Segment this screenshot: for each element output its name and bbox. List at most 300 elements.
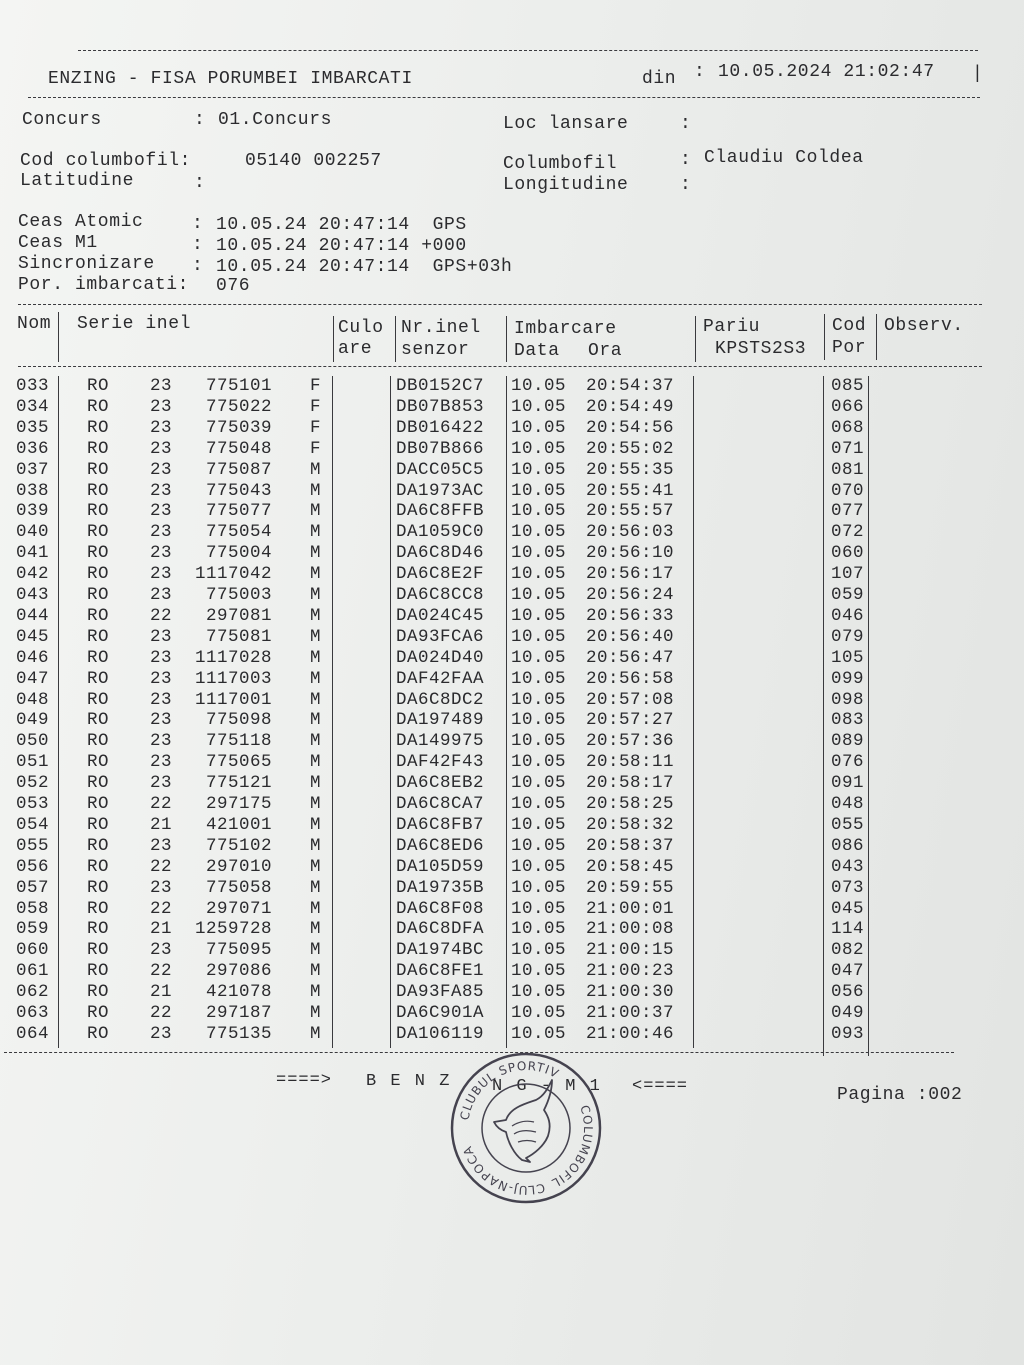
- row-ora: 20:58:25: [586, 794, 675, 814]
- row-senzor: DB016422: [396, 417, 485, 438]
- table-row: [0, 648, 1024, 669]
- row-data: 10.05: [511, 438, 567, 459]
- row-nr-inel: 775087: [205, 459, 272, 480]
- row-nom: 037: [16, 459, 50, 480]
- row-tara: RO: [87, 626, 110, 647]
- col-header-data: Data: [514, 341, 560, 361]
- row-an: 23: [150, 396, 173, 417]
- col-header-cod-2: Por: [832, 338, 867, 358]
- row-senzor: DA1974BC: [396, 940, 485, 961]
- row-tara: RO: [87, 961, 110, 982]
- row-nr-inel: 297187: [205, 1003, 272, 1023]
- row-tara: RO: [87, 480, 110, 501]
- row-an: 21: [150, 919, 173, 940]
- row-data: 10.05: [511, 543, 567, 564]
- row-tara: RO: [87, 794, 110, 814]
- row-an: 23: [150, 417, 173, 438]
- row-data: 10.05: [511, 940, 567, 961]
- row-senzor: DA106119: [396, 1023, 485, 1044]
- row-nr-inel: 1117028: [194, 647, 272, 668]
- row-nom: 041: [16, 543, 50, 564]
- row-cod-por: 082: [831, 940, 865, 961]
- row-data: 10.05: [511, 773, 567, 794]
- cod-columbofil-value: 05140 002257: [245, 151, 382, 171]
- table-row: [0, 460, 1024, 481]
- row-ora: 21:00:23: [586, 961, 675, 982]
- row-sex: F: [310, 376, 322, 396]
- row-ora: 20:58:45: [586, 856, 675, 877]
- row-ora: 20:57:36: [586, 731, 675, 752]
- cod-columbofil-label: Cod columbofil:: [20, 151, 192, 171]
- row-sex: M: [310, 961, 322, 982]
- row-senzor: DA6C8ED6: [396, 835, 485, 856]
- row-tara: RO: [87, 501, 110, 522]
- table-row: [0, 669, 1024, 690]
- row-data: 10.05: [511, 731, 567, 752]
- row-senzor: DA197489: [396, 710, 485, 731]
- ceas-m1-label: Ceas M1: [18, 233, 98, 253]
- col-header-nrinel-1: Nr.inel: [401, 318, 481, 338]
- stamp-text-right: CLUJ-NAPOCA: [460, 1143, 547, 1198]
- row-nr-inel: 775102: [205, 835, 272, 856]
- row-sex: M: [310, 626, 322, 647]
- table-row: [0, 773, 1024, 794]
- concurs-label: Concurs: [22, 110, 102, 130]
- date-label: din: [642, 69, 677, 89]
- table-row: [0, 899, 1024, 920]
- row-senzor: DA6C8FE1: [396, 961, 485, 982]
- col-divider-serie: [333, 316, 334, 362]
- row-sex: F: [310, 396, 322, 417]
- row-tara: RO: [87, 773, 110, 794]
- row-nom: 055: [16, 835, 50, 856]
- table-row: [0, 815, 1024, 836]
- row-nr-inel: 775003: [205, 585, 272, 605]
- row-nr-inel: 775065: [205, 752, 272, 773]
- row-nom: 064: [16, 1023, 50, 1044]
- col-header-pariu-2: KPSTS2S3: [715, 339, 807, 359]
- col-header-observ: Observ.: [884, 316, 964, 336]
- row-nom: 036: [16, 438, 50, 459]
- row-nr-inel: 775098: [205, 710, 272, 731]
- col-header-cod-1: Cod: [832, 316, 867, 336]
- row-ora: 20:56:40: [586, 626, 675, 647]
- row-nom: 048: [16, 689, 50, 710]
- row-nom: 057: [16, 877, 50, 898]
- row-an: 22: [150, 856, 173, 877]
- row-cod-por: 099: [831, 668, 865, 689]
- row-nom: 052: [16, 773, 50, 794]
- col-header-culo-2: are: [338, 339, 373, 359]
- row-cod-por: 060: [831, 543, 865, 564]
- row-nom: 043: [16, 585, 50, 605]
- row-ora: 21:00:46: [586, 1023, 675, 1044]
- row-nr-inel: 775118: [205, 731, 272, 752]
- row-tara: RO: [87, 731, 110, 752]
- row-sex: M: [310, 752, 322, 773]
- row-sex: M: [310, 794, 322, 814]
- svg-text:CLUJ-NAPOCA: [460, 1144, 546, 1198]
- row-nr-inel: 775058: [205, 877, 272, 898]
- table-top-rule: [18, 304, 982, 305]
- row-nr-inel: 297071: [205, 898, 272, 919]
- row-an: 22: [150, 605, 173, 626]
- row-ora: 20:55:35: [586, 459, 675, 480]
- row-cod-por: 085: [831, 376, 865, 396]
- row-sex: M: [310, 647, 322, 668]
- row-cod-por: 091: [831, 773, 865, 794]
- row-senzor: DACC05C5: [396, 459, 485, 480]
- row-tara: RO: [87, 376, 110, 396]
- row-senzor: DA6C8D46: [396, 543, 485, 564]
- table-row: [0, 794, 1024, 815]
- row-sex: M: [310, 710, 322, 731]
- table-row: [0, 1003, 1024, 1024]
- row-ora: 20:57:27: [586, 710, 675, 731]
- row-ora: 21:00:15: [586, 940, 675, 961]
- row-nr-inel: 297081: [205, 605, 272, 626]
- row-an: 23: [150, 940, 173, 961]
- stamp-text-top: COLUMBOFIL: [548, 1103, 596, 1191]
- row-nom: 058: [16, 898, 50, 919]
- row-nr-inel: 775135: [205, 1023, 272, 1044]
- table-row: [0, 397, 1024, 418]
- row-senzor: DB0152C7: [396, 376, 485, 396]
- row-data: 10.05: [511, 605, 567, 626]
- row-sex: M: [310, 856, 322, 877]
- row-ora: 20:54:56: [586, 417, 675, 438]
- row-ora: 20:56:24: [586, 585, 675, 605]
- col-header-imbarcare: Imbarcare: [514, 319, 617, 339]
- col-divider-culo: [395, 316, 396, 362]
- table-row: [0, 836, 1024, 857]
- table-row: [0, 418, 1024, 439]
- row-cod-por: 055: [831, 814, 865, 835]
- row-cod-por: 048: [831, 794, 865, 814]
- row-data: 10.05: [511, 1003, 567, 1023]
- row-tara: RO: [87, 835, 110, 856]
- row-nr-inel: 421078: [205, 982, 272, 1003]
- columbofil-value: Claudiu Coldea: [704, 148, 864, 168]
- row-nr-inel: 775121: [205, 773, 272, 794]
- row-tara: RO: [87, 396, 110, 417]
- row-nom: 033: [16, 376, 50, 396]
- row-cod-por: 093: [831, 1023, 865, 1044]
- row-ora: 20:55:57: [586, 501, 675, 522]
- row-nr-inel: 775054: [205, 522, 272, 543]
- row-data: 10.05: [511, 480, 567, 501]
- footer-program: B E N Z: [366, 1072, 452, 1091]
- print-date: 10.05.2024 21:02:47: [718, 62, 935, 82]
- row-senzor: DA105D59: [396, 856, 485, 877]
- table-row: [0, 1024, 1024, 1045]
- row-an: 23: [150, 710, 173, 731]
- row-ora: 20:56:47: [586, 647, 675, 668]
- sincronizare-value: 10.05.24 20:47:14 GPS+03h: [216, 257, 513, 277]
- longitudine-label: Longitudine: [503, 175, 629, 195]
- row-senzor: DA93FA85: [396, 982, 485, 1003]
- row-an: 23: [150, 877, 173, 898]
- row-nr-inel: 775048: [205, 438, 272, 459]
- header-bottom-rule: [28, 97, 980, 98]
- row-tara: RO: [87, 877, 110, 898]
- row-nom: 056: [16, 856, 50, 877]
- row-cod-por: 086: [831, 835, 865, 856]
- row-nom: 042: [16, 564, 50, 585]
- row-senzor: DA1059C0: [396, 522, 485, 543]
- footer-program-tail: N G - M 1: [492, 1077, 602, 1096]
- document-title: ENZING - FISA PORUMBEI IMBARCATI: [48, 69, 413, 89]
- row-an: 23: [150, 564, 173, 585]
- ceas-atomic-value: 10.05.24 20:47:14 GPS: [216, 215, 467, 235]
- table-row: [0, 940, 1024, 961]
- row-cod-por: 071: [831, 438, 865, 459]
- row-sex: M: [310, 585, 322, 605]
- row-sex: F: [310, 438, 322, 459]
- row-data: 10.05: [511, 752, 567, 773]
- row-nom: 051: [16, 752, 50, 773]
- row-ora: 20:56:17: [586, 564, 675, 585]
- table-row: [0, 857, 1024, 878]
- col-divider-imbarcare: [695, 316, 696, 362]
- sincronizare-label: Sincronizare: [18, 254, 155, 274]
- row-tara: RO: [87, 605, 110, 626]
- table-row: [0, 522, 1024, 543]
- row-ora: 20:55:02: [586, 438, 675, 459]
- header-top-rule: [78, 50, 978, 51]
- row-ora: 20:55:41: [586, 480, 675, 501]
- row-nom: 059: [16, 919, 50, 940]
- row-sex: M: [310, 877, 322, 898]
- row-sex: M: [310, 1023, 322, 1044]
- page-number: Pagina :002: [837, 1085, 963, 1105]
- row-sex: M: [310, 1003, 322, 1023]
- row-sex: M: [310, 814, 322, 835]
- row-nr-inel: 775095: [205, 940, 272, 961]
- row-data: 10.05: [511, 1023, 567, 1044]
- row-cod-por: 077: [831, 501, 865, 522]
- row-data: 10.05: [511, 626, 567, 647]
- row-data: 10.05: [511, 794, 567, 814]
- row-cod-por: 081: [831, 459, 865, 480]
- latitudine-colon: :: [194, 173, 206, 193]
- row-senzor: DA1973AC: [396, 480, 485, 501]
- row-ora: 21:00:30: [586, 982, 675, 1003]
- row-ora: 20:56:58: [586, 668, 675, 689]
- row-data: 10.05: [511, 459, 567, 480]
- row-cod-por: 072: [831, 522, 865, 543]
- table-row: [0, 439, 1024, 460]
- row-cod-por: 079: [831, 626, 865, 647]
- row-tara: RO: [87, 919, 110, 940]
- row-tara: RO: [87, 585, 110, 605]
- row-an: 23: [150, 459, 173, 480]
- row-nr-inel: 1117001: [194, 689, 272, 710]
- row-tara: RO: [87, 710, 110, 731]
- col-header-pariu-1: Pariu: [703, 317, 761, 337]
- row-sex: M: [310, 940, 322, 961]
- row-senzor: DA93FCA6: [396, 626, 485, 647]
- columbofil-label: Columbofil: [503, 154, 618, 174]
- row-senzor: DA6C8DC2: [396, 689, 485, 710]
- row-nom: 040: [16, 522, 50, 543]
- row-nom: 063: [16, 1003, 50, 1023]
- row-tara: RO: [87, 564, 110, 585]
- row-sex: M: [310, 501, 322, 522]
- row-data: 10.05: [511, 668, 567, 689]
- row-cod-por: 083: [831, 710, 865, 731]
- footer-arrow-right: <====: [632, 1077, 689, 1096]
- col-header-nrinel-2: senzor: [401, 340, 470, 360]
- row-data: 10.05: [511, 919, 567, 940]
- table-row: [0, 961, 1024, 982]
- row-cod-por: 114: [831, 919, 865, 940]
- row-cod-por: 070: [831, 480, 865, 501]
- svg-text:COLUMBOFIL: [549, 1103, 595, 1190]
- col-header-ora: Ora: [588, 341, 623, 361]
- row-an: 21: [150, 982, 173, 1003]
- row-sex: M: [310, 773, 322, 794]
- row-data: 10.05: [511, 689, 567, 710]
- row-senzor: DA024C45: [396, 605, 485, 626]
- stamp-text-bottom: CLUBUL SPORTIV: [457, 1058, 562, 1122]
- row-tara: RO: [87, 814, 110, 835]
- row-nom: 047: [16, 668, 50, 689]
- col-divider-senzor: [506, 316, 507, 362]
- row-an: 23: [150, 773, 173, 794]
- row-data: 10.05: [511, 877, 567, 898]
- row-cod-por: 066: [831, 396, 865, 417]
- row-cod-por: 098: [831, 689, 865, 710]
- row-senzor: DA6C8FB7: [396, 814, 485, 835]
- row-tara: RO: [87, 982, 110, 1003]
- row-nom: 053: [16, 794, 50, 814]
- row-nom: 034: [16, 396, 50, 417]
- row-ora: 20:56:10: [586, 543, 675, 564]
- col-divider-cod: [876, 314, 877, 360]
- imbarcati-label: Por. imbarcati:: [18, 275, 190, 295]
- row-sex: M: [310, 564, 322, 585]
- row-an: 23: [150, 731, 173, 752]
- table-row: [0, 501, 1024, 522]
- row-data: 10.05: [511, 647, 567, 668]
- row-cod-por: 049: [831, 1003, 865, 1023]
- row-nr-inel: 775101: [205, 376, 272, 396]
- col-header-culo-1: Culo: [338, 318, 384, 338]
- ceas-atomic-label: Ceas Atomic: [18, 212, 144, 232]
- row-tara: RO: [87, 689, 110, 710]
- row-ora: 20:56:33: [586, 605, 675, 626]
- row-an: 23: [150, 585, 173, 605]
- row-sex: M: [310, 835, 322, 856]
- table-row: [0, 627, 1024, 648]
- row-tara: RO: [87, 940, 110, 961]
- row-tara: RO: [87, 459, 110, 480]
- row-tara: RO: [87, 856, 110, 877]
- row-cod-por: 046: [831, 605, 865, 626]
- row-ora: 20:58:37: [586, 835, 675, 856]
- row-tara: RO: [87, 522, 110, 543]
- ceas-atomic-colon: :: [192, 214, 204, 234]
- row-ora: 20:59:55: [586, 877, 675, 898]
- row-sex: M: [310, 919, 322, 940]
- row-nom: 039: [16, 501, 50, 522]
- row-an: 23: [150, 522, 173, 543]
- row-senzor: DA6C8DFA: [396, 919, 485, 940]
- row-ora: 20:58:32: [586, 814, 675, 835]
- row-nr-inel: 297086: [205, 961, 272, 982]
- row-nom: 050: [16, 731, 50, 752]
- row-nr-inel: 421001: [205, 814, 272, 835]
- row-an: 23: [150, 835, 173, 856]
- row-data: 10.05: [511, 961, 567, 982]
- row-an: 22: [150, 961, 173, 982]
- row-an: 23: [150, 480, 173, 501]
- table-row: [0, 690, 1024, 711]
- row-data: 10.05: [511, 564, 567, 585]
- row-cod-por: 073: [831, 877, 865, 898]
- row-cod-por: 107: [831, 564, 865, 585]
- club-stamp: [448, 1050, 604, 1206]
- row-nr-inel: 1259728: [194, 919, 272, 940]
- row-sex: F: [310, 417, 322, 438]
- row-nom: 049: [16, 710, 50, 731]
- row-data: 10.05: [511, 376, 567, 396]
- row-tara: RO: [87, 668, 110, 689]
- row-data: 10.05: [511, 585, 567, 605]
- row-ora: 21:00:37: [586, 1003, 675, 1023]
- concurs-colon: :: [194, 110, 206, 130]
- row-data: 10.05: [511, 982, 567, 1003]
- row-ora: 21:00:08: [586, 919, 675, 940]
- row-ora: 20:58:11: [586, 752, 675, 773]
- row-cod-por: 047: [831, 961, 865, 982]
- row-tara: RO: [87, 752, 110, 773]
- row-ora: 21:00:01: [586, 898, 675, 919]
- table-row: [0, 481, 1024, 502]
- date-colon: :: [694, 62, 717, 82]
- row-an: 23: [150, 689, 173, 710]
- col-header-serie: Serie inel: [77, 314, 192, 334]
- row-nr-inel: 1117042: [194, 564, 272, 585]
- imbarcati-value: 076: [216, 276, 251, 296]
- row-nom: 062: [16, 982, 50, 1003]
- row-sex: M: [310, 543, 322, 564]
- row-data: 10.05: [511, 814, 567, 835]
- row-nr-inel: 775077: [205, 501, 272, 522]
- table-row: [0, 606, 1024, 627]
- row-an: 23: [150, 668, 173, 689]
- row-ora: 20:54:37: [586, 376, 675, 396]
- row-nr-inel: 775022: [205, 396, 272, 417]
- row-ora: 20:54:49: [586, 396, 675, 417]
- row-senzor: DAF42F43: [396, 752, 485, 773]
- row-data: 10.05: [511, 835, 567, 856]
- row-sex: M: [310, 480, 322, 501]
- sincronizare-colon: :: [192, 256, 204, 276]
- table-row: [0, 376, 1024, 397]
- row-an: 21: [150, 814, 173, 835]
- table-header-rule: [18, 366, 982, 367]
- row-data: 10.05: [511, 710, 567, 731]
- row-ora: 20:56:03: [586, 522, 675, 543]
- row-nom: 044: [16, 605, 50, 626]
- row-nr-inel: 775081: [205, 626, 272, 647]
- row-ora: 20:57:08: [586, 689, 675, 710]
- row-cod-por: 056: [831, 982, 865, 1003]
- table-row: [0, 564, 1024, 585]
- row-senzor: DA6C8CC8: [396, 585, 485, 605]
